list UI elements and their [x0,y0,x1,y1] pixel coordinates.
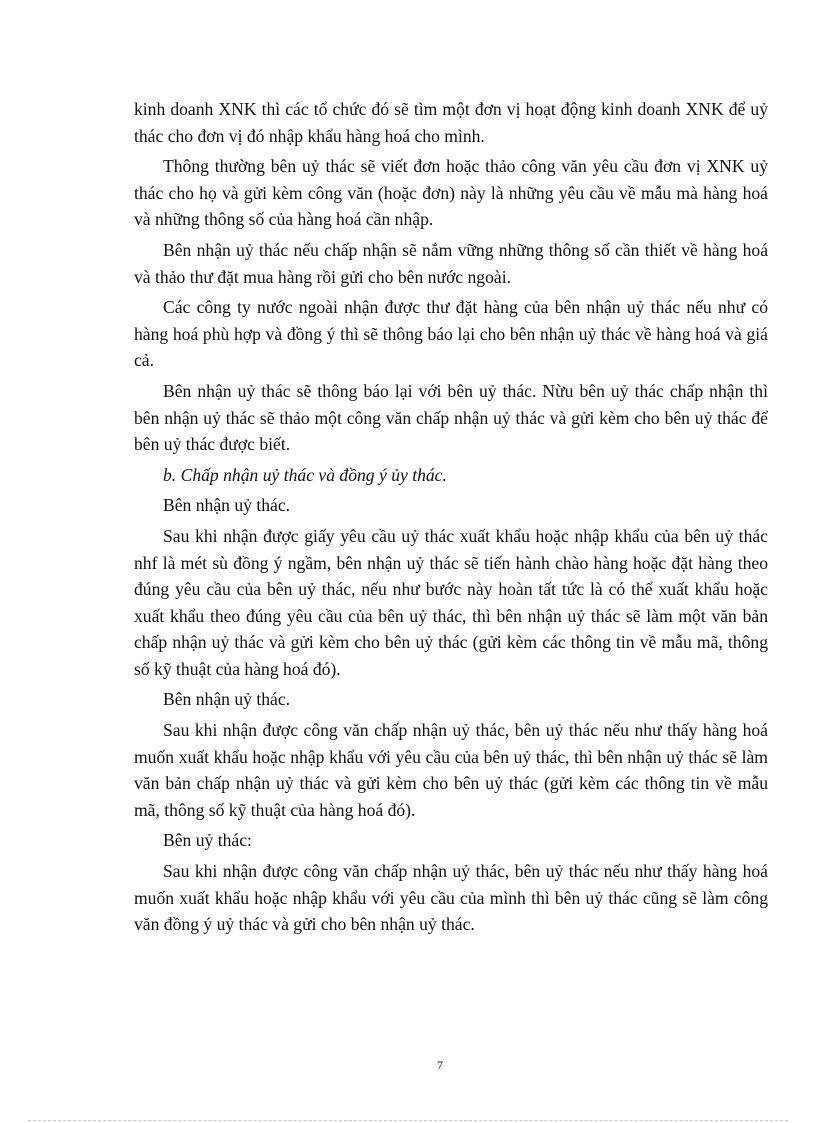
paragraph: Sau khi nhận được công văn chấp nhận uỷ thác, bên uỷ thác nếu như thấy hàng hoá muốn xuất khẩu hoặc nhập khẩu với yêu cầu của mình thì bên uỷ thác cũng sẽ làm công văn đồng ý uỷ thác và gửi cho bên nhận uỷ thác. [134,861,768,935]
page-number: 7 [437,1058,443,1072]
paragraph: Bên nhận uỷ thác nếu chấp nhận sẽ nắm vững những thông số cần thiết về hàng hoá và thảo thư đặt mua hàng rồi gửi cho bên nước ngoài. [134,239,768,287]
page-body [134,96,768,942]
paragraph: Thông thường bên uỷ thác sẽ viết đơn hoặc thảo công văn yêu cầu đơn vị XNK uỷ thác cho họ và gửi kèm công văn (hoặc đơn) này là những yêu cầu về mẫu mà hàng hoá và những thông số của hàng hoá cần nhập. [134,156,768,230]
paragraph: Bên uỷ thác: [163,830,252,851]
paragraph: Bên nhận uỷ thác. [163,689,291,710]
paragraph: Bên nhận uỷ thác sẽ thông báo lại với bên uỷ thác. Nừu bên uỷ thác chấp nhận thì bên nhận uỷ thác sẽ thảo một công văn chấp nhận uỷ thác và gửi kèm cho bên uỷ thác để bên uỷ thác được biết. [134,380,768,455]
paragraph: Các công ty nước ngoài nhận được thư đặt hàng của bên nhận uỷ thác nếu như có hàng hoá phù hợp và đồng ý thì sẽ thông báo lại cho bên nhận uỷ thác về hàng hoá và giá cả. [134,297,768,371]
paragraph: Bên nhận uỷ thác. [163,495,291,516]
section-heading: b. Chấp nhận uỷ thác và đồng ý ủy thác. [163,464,447,485]
paragraph: Sau khi nhận được công văn chấp nhận uỷ thác, bên uỷ thác nếu như thấy hàng hoá muốn xuất khẩu hoặc nhập khẩu với yêu cầu của bên uỷ thác, thì bên nhận uỷ thác sẽ làm văn bản chấp nhận uỷ thác và gửi kèm cho bên uỷ thác (gửi kèm các thông tin về mẫu mã, thông số kỹ thuật của hàng hoá đó). [134,720,768,820]
paragraph-continuation: kinh doanh XNK thì các tổ chức đó sẽ tìm một đơn vị hoạt động kinh doanh XNK để uỷ thác cho đơn vị đó nhập khẩu hàng hoá cho mình. [134,99,768,146]
page-divider [28,1120,788,1121]
paragraph: Sau khi nhận được giấy yêu cầu uỷ thác xuất khẩu hoặc nhập khẩu của bên uỷ thác nhf là mét sù đồng ý ngầm, bên nhận uỷ thác sẽ tiến hành chào hàng hoặc đặt hàng theo đúng yêu cầu của bên uỷ thác, nếu như bước này hoàn tất tức là có thể xuất khẩu hoặc xuất khẩu theo đúng yêu cầu của bên uỷ thác, thì bên nhận uỷ thác sẽ làm một văn bản chấp nhận uỷ thác và gửi kèm cho bên uỷ thác (gửi kèm các thông tin về mẫu mã, thông số kỹ thuật của hàng hoá đó). [134,525,768,679]
